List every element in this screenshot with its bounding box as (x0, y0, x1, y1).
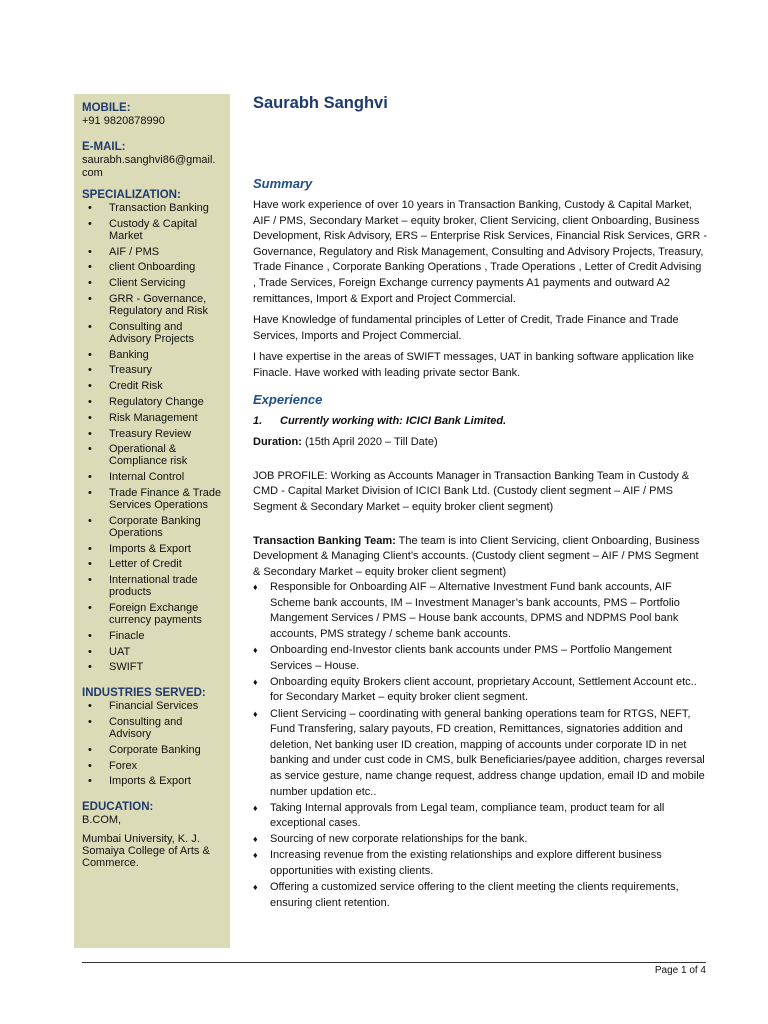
specialization-item: • Corporate Banking Operations (82, 515, 224, 539)
summary-paragraph-2: Have Knowledge of fundamental principles of Letter of Credit, Trade Finance and Trade Services, Imports and Project Commercial. (253, 314, 679, 342)
specialization-item: • UAT (82, 646, 224, 658)
transaction-banking-team (253, 534, 707, 581)
education-heading: EDUCATION: (82, 801, 154, 814)
industry-item: • Imports & Export (82, 775, 224, 787)
job-1-title (253, 414, 707, 430)
specialization-item: • Consulting and Advisory Projects (82, 321, 224, 345)
job-1-number: 1. (253, 414, 263, 427)
specialization-item: • Risk Management (82, 412, 224, 424)
footer-divider (82, 962, 706, 963)
education-university: Mumbai University, K. J. Somaiya College of Arts & Commerce. (82, 833, 210, 870)
responsibility-item: ♦ Onboarding end-Investor clients bank accounts under PMS – Portfolio Mangement Services – House. (253, 643, 707, 674)
email-line-1: saurabh.sanghvi86@gmail. (82, 154, 216, 166)
experience-heading: Experience (253, 391, 323, 407)
job-profile: JOB PROFILE: Working as Accounts Manager in Transaction Banking Team in Custody & CMD - Capital Market Division of ICICI Bank Ltd. (Custody client segment – AIF / PMS Segment & Secondary Market – equity broker client segment) (253, 469, 690, 513)
specialization-item: • Imports & Export (82, 543, 224, 555)
page-number: Page 1 of 4 (654, 965, 706, 976)
specialization-heading: SPECIALIZATION: (82, 189, 181, 201)
job-1-employer: Currently working with: ICICI Bank Limited. (280, 414, 507, 427)
specialization-item: • International trade products (82, 574, 224, 598)
responsibility-item: ♦ Onboarding equity Brokers client account, proprietary Account, Settlement Account etc.. for Secondary Market – equity broker client segment. (253, 675, 707, 706)
specialization-item: • Foreign Exchange currency payments (82, 602, 224, 626)
mobile-heading: MOBILE: (82, 102, 131, 114)
duration-label: Duration: (253, 436, 302, 449)
specialization-item: • Treasury (82, 364, 224, 376)
specialization-item: • Client Servicing (82, 277, 224, 289)
mobile-number: +91 9820878990 (82, 115, 165, 127)
specialization-item: • GRR - Governance, Regulatory and Risk (82, 293, 224, 317)
responsibility-list (253, 580, 707, 911)
responsibility-item: ♦ Increasing revenue from the existing relationships and explore different business opportunities with existing clients. (253, 848, 707, 879)
summary-paragraph-3: I have expertise in the areas of SWIFT messages, UAT in banking software application like Finacle. Have worked with leading private sector Bank. (253, 351, 694, 379)
industry-item: • Consulting and Advisory (82, 716, 224, 740)
specialization-item: • Finacle (82, 630, 224, 642)
specialization-item: • client Onboarding (82, 261, 224, 273)
summary-heading: Summary (253, 176, 313, 191)
responsibility-item: ♦ Client Servicing – coordinating with general banking operations team for RTGS, NEFT, Fund Transfering, salary payouts, FD creation, Remittances, signatories addition and deletion, Net banking user ID creation, mapping of accounts under corporate ID in net banking and under cust code in CMS, bulk Beneficiaries/payee addition, charges reversal as service gesture, name change request, address change updation, email ID and mobile number updation etc.. (253, 707, 707, 801)
responsibility-item: ♦ Offering a customized service offering to the client meeting the clients requirements, ensuring client retention. (253, 880, 707, 911)
email-line-2: com (82, 167, 103, 179)
specialization-item: • Trade Finance & Trade Services Operations (82, 487, 224, 511)
specialization-item: • Transaction Banking (82, 202, 224, 214)
specialization-item: • Banking (82, 349, 224, 361)
industry-item: • Forex (82, 760, 224, 772)
specialization-item: • Credit Risk (82, 380, 224, 392)
tb-label: Transaction Banking Team: (253, 534, 396, 547)
industry-item: • Financial Services (82, 700, 224, 712)
education-degree: B.COM, (82, 814, 122, 827)
job-1-duration (253, 435, 707, 451)
responsibility-item: ♦ Responsible for Onboarding AIF – Alternative Investment Fund bank accounts, AIF Scheme bank accounts, IM – Investment Manager’s bank accounts, PMS – Portfolio Mangement Services / PMS – House bank accounts, DPMS and NDPMS Pool bank accounts, PMS strategy / scheme bank accounts. (253, 580, 707, 642)
responsibility-item: ♦ Taking Internal approvals from Legal team, compliance team, product team for all exceptional cases. (253, 801, 707, 832)
specialization-item: • Treasury Review (82, 428, 224, 440)
specialization-item: • Custody & Capital Market (82, 218, 224, 242)
summary-paragraph-1: Have work experience of over 10 years in Transaction Banking, Custody & Capital Market, AIF / PMS, Secondary Market – equity broker, Client Servicing, client Onboarding, Business Development, Risk Advisory, ERS – Enterprise Risk Services, Financial Risk Services, GRR - Governance, Regulatory and Risk Management, Consulting and Advisory Projects, Treasury, Trade Finance , Corporate Banking Operations , Trade Operations , Letter of Credit Advising , Trade Services, Foreign Exchange currency payments A1 payments and outward A2 remittances, Import & Export and Project Commercial. (253, 199, 707, 305)
tb-text: The team is into Client Servicing, client Onboarding, Business Development & Managing Client’s accounts. (Custody client segment – AIF / PMS Segment & Secondary Market – equity broker client segment) (253, 534, 700, 578)
industries-list (82, 700, 224, 787)
specialization-item: • Letter of Credit (82, 558, 224, 570)
industries-heading: INDUSTRIES SERVED: (82, 687, 206, 700)
sidebar (74, 94, 230, 948)
industry-item: • Corporate Banking (82, 744, 224, 756)
specialization-item: • SWIFT (82, 661, 224, 673)
responsibility-item: ♦ Sourcing of new corporate relationships for the bank. (253, 832, 707, 848)
email-heading: E-MAIL: (82, 141, 126, 153)
specialization-item: • Operational & Compliance risk (82, 443, 224, 467)
duration-value: (15th April 2020 – Till Date) (301, 436, 438, 449)
specialization-item: • Regulatory Change (82, 396, 224, 408)
specialization-item: • Internal Control (82, 471, 224, 483)
candidate-name: Saurabh Sanghvi (253, 94, 388, 112)
specialization-item: • AIF / PMS (82, 246, 224, 258)
specialization-list (82, 202, 224, 673)
main-content (253, 92, 707, 912)
